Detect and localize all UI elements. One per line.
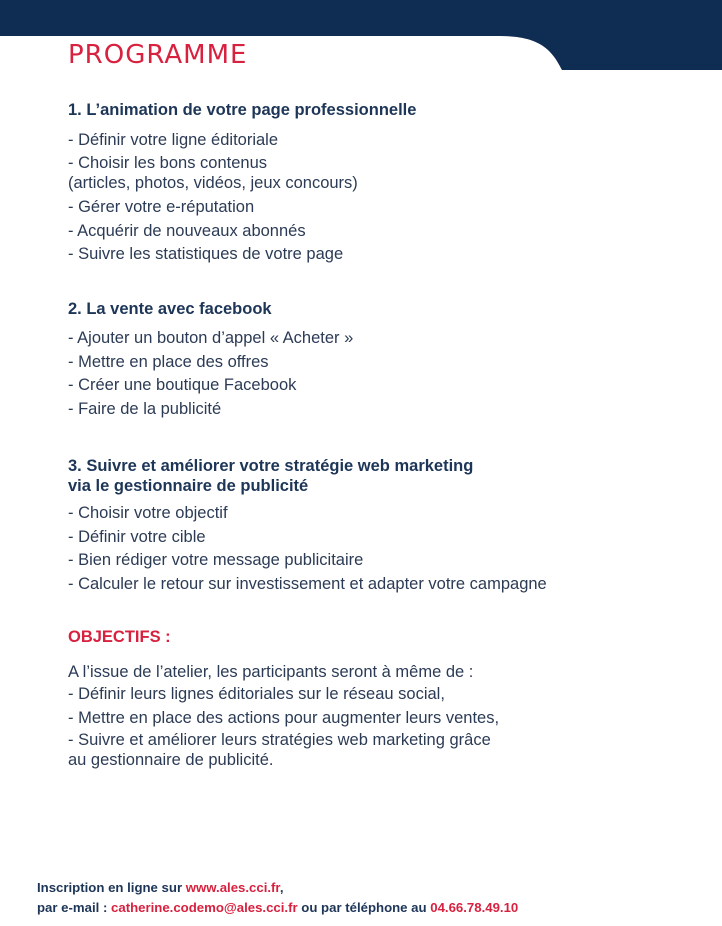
list-item: - Calculer le retour sur investissement et adapter votre campagne [68, 574, 547, 593]
list-item: - Créer une boutique Facebook [68, 376, 297, 394]
list-item: - Acquérir de nouveaux abonnés [68, 221, 306, 240]
list-item: - Gérer votre e-réputation [68, 198, 255, 216]
footer-email-label: par e-mail : [37, 899, 112, 915]
section-title-strategie: 3. Suivre et améliorer votre stratégie web marketing via le gestionnaire de publicité [68, 457, 474, 495]
footer-comma: , [279, 880, 284, 895]
list-item: - Mettre en place des actions pour augmenter leurs ventes, [68, 708, 500, 727]
list-item: - Mettre en place des offres [68, 352, 269, 371]
objectives-list [68, 683, 698, 774]
list-item: - Suivre et améliorer leurs stratégies web marketing grâce au gestionnaire de publicité. [68, 731, 491, 769]
section-list-animation [68, 129, 698, 267]
list-item: - Définir votre ligne éditoriale [68, 131, 279, 149]
phone-number[interactable]: 04.66.78.49.10 [430, 899, 519, 915]
list-item: - Faire de la publicité [68, 399, 222, 418]
footer-line-online [37, 878, 518, 898]
objectives-title: OBJECTIFS : [68, 628, 171, 646]
list-item: - Bien rédiger votre message publicitaire [68, 551, 364, 569]
email-link[interactable]: catherine.codemo@ales.cci.fr [111, 899, 298, 915]
list-item: - Choisir votre objectif [68, 504, 228, 522]
list-item: - Ajouter un bouton d’appel « Acheter » [68, 329, 354, 347]
footer-phone-label: ou par téléphone au [297, 899, 431, 915]
footer-online-label: Inscription en ligne sur [37, 880, 186, 895]
footer-contact [37, 878, 518, 917]
list-item: - Définir leurs lignes éditoriales sur le réseau social, [68, 685, 445, 703]
section-title-animation: 1. L’animation de votre page professionnelle [68, 101, 417, 119]
section-list-vente [68, 327, 698, 421]
list-item: - Définir votre cible [68, 527, 206, 546]
page-title: PROGRAMME [68, 40, 248, 70]
list-item: - Choisir les bons contenus (articles, photos, vidéos, jeux concours) [68, 153, 358, 192]
footer-line-email [37, 898, 518, 918]
objectives-intro: A l’issue de l’atelier, les participants seront à même de : [68, 663, 474, 681]
section-list-strategie [68, 502, 698, 596]
section-title-vente: 2. La vente avec facebook [68, 300, 272, 318]
website-link[interactable]: www.ales.cci.fr [185, 880, 280, 895]
list-item: - Suivre les statistiques de votre page [68, 245, 344, 263]
